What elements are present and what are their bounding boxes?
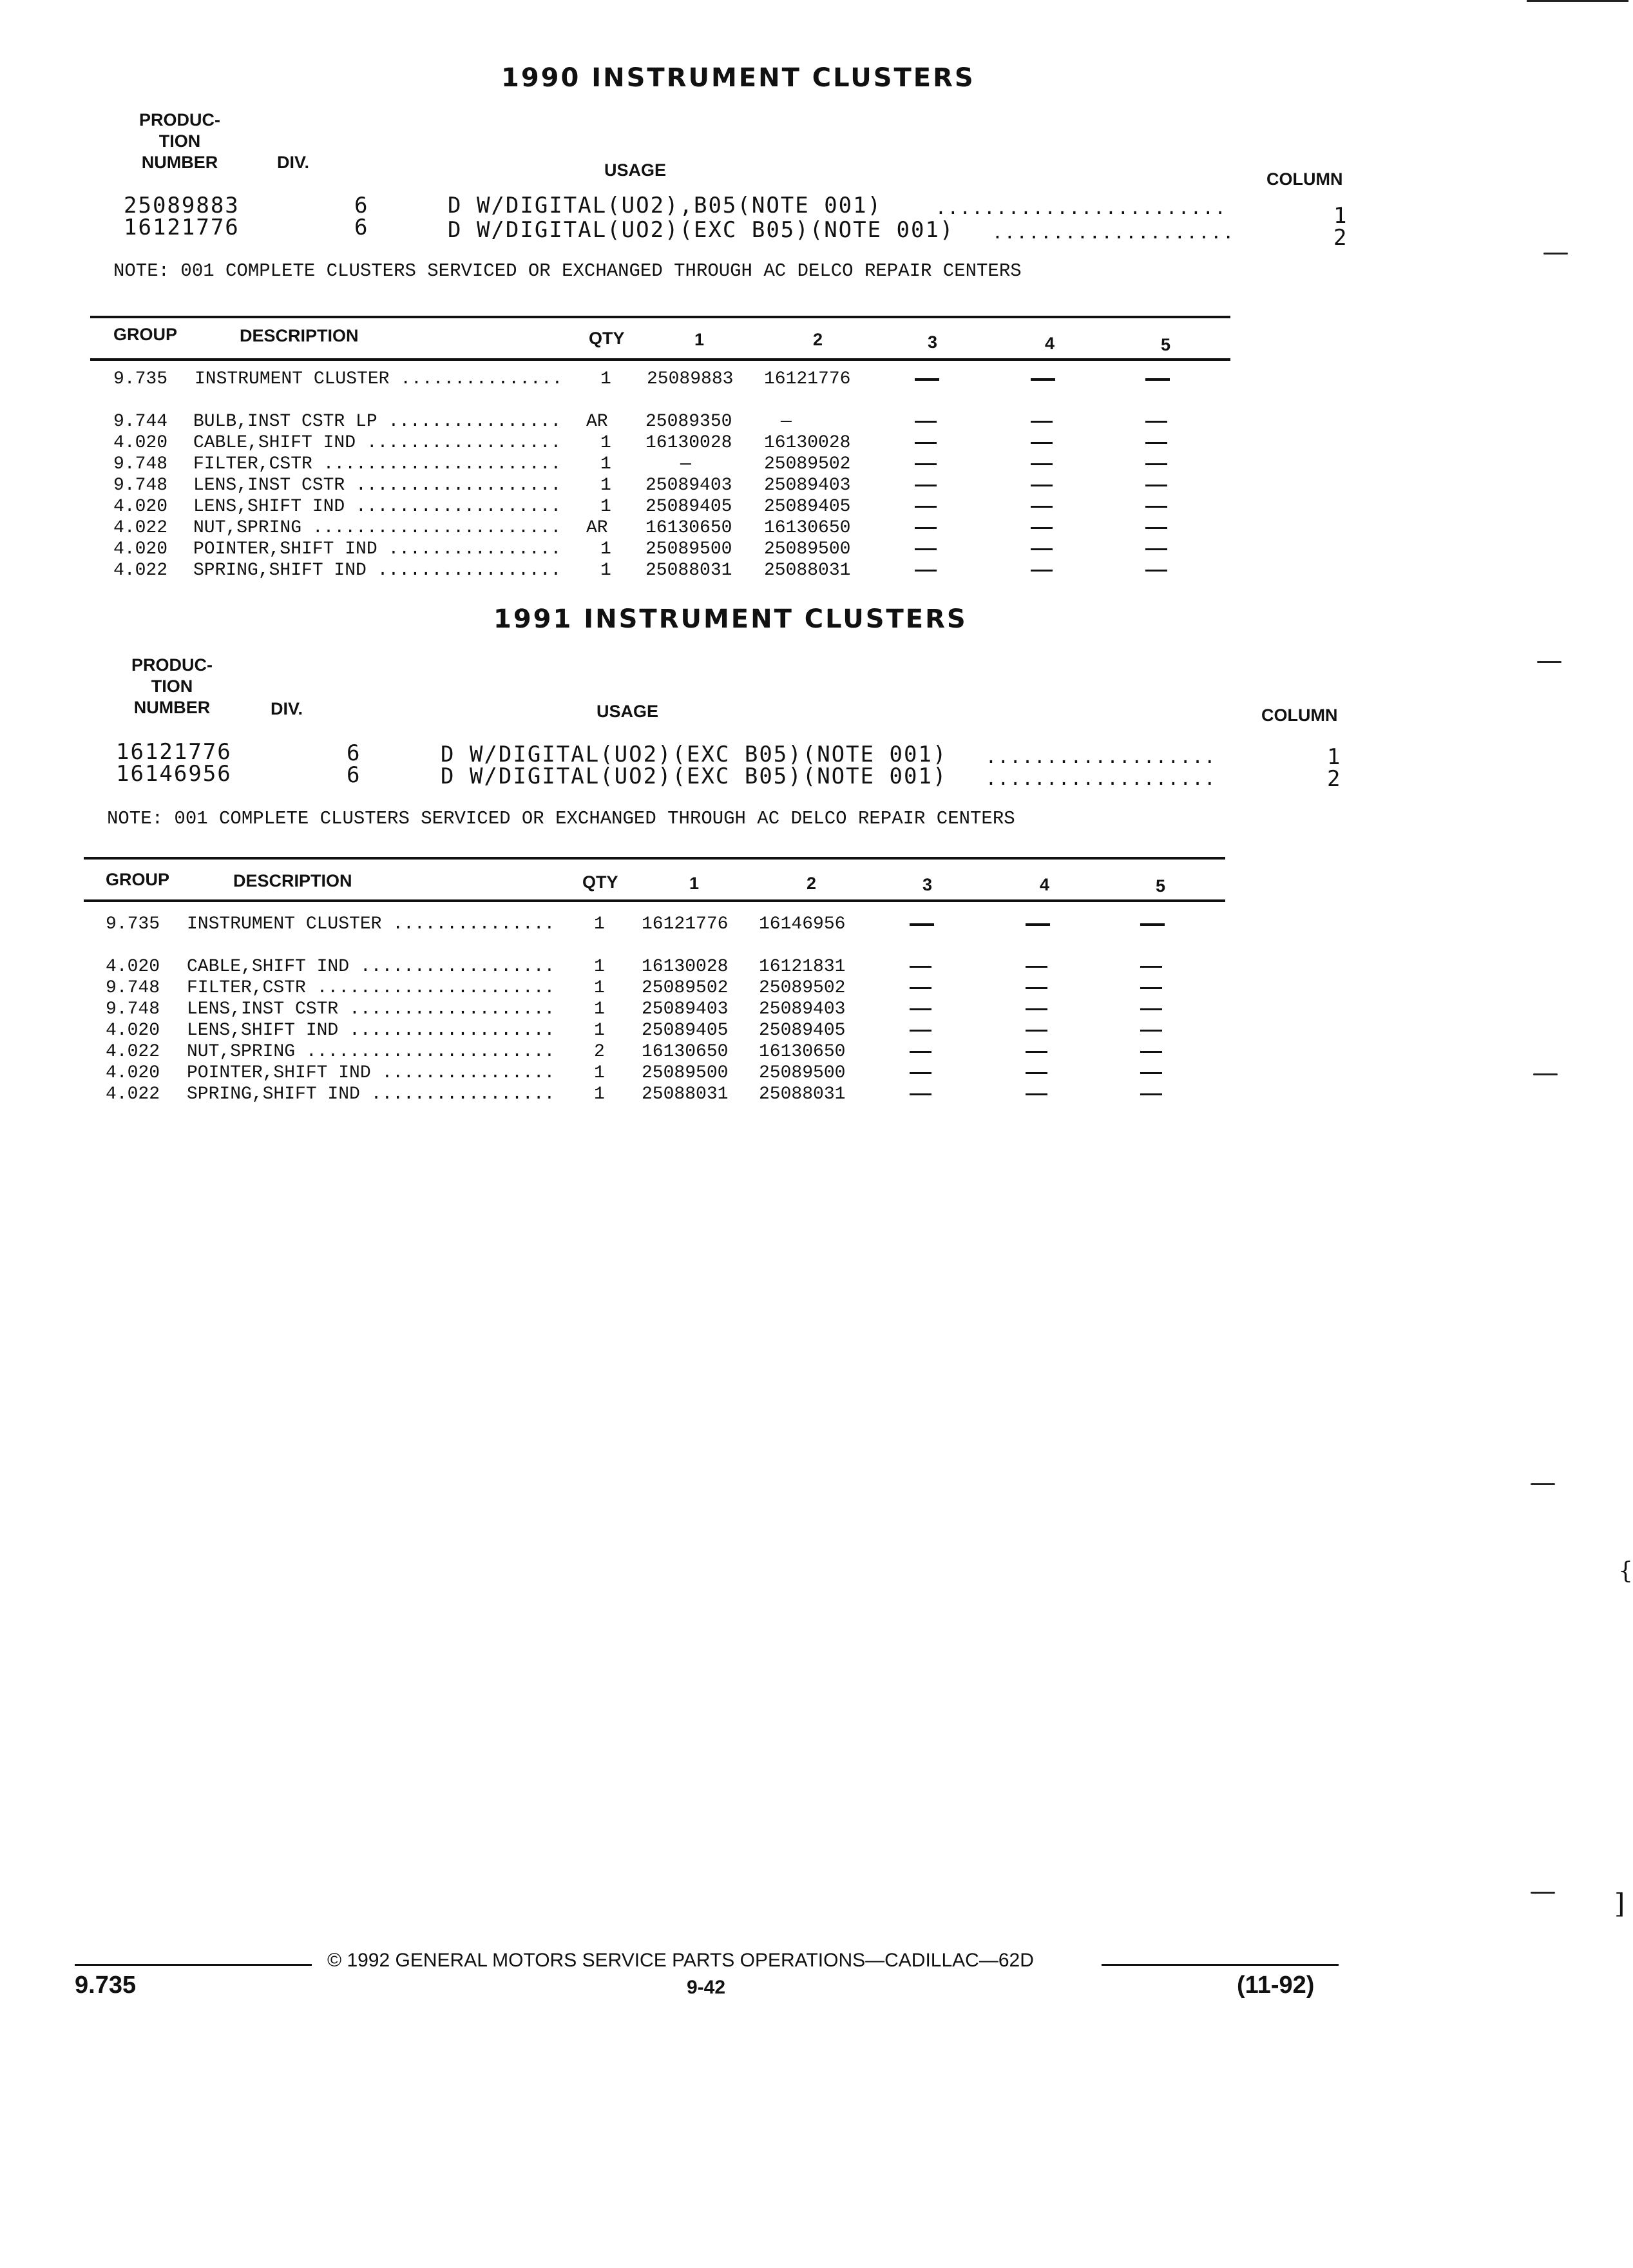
col4-dash [1031, 378, 1055, 381]
margin-tick [1531, 1483, 1555, 1485]
col2-cell: 25089502 [764, 454, 851, 474]
table-row [113, 475, 1234, 496]
table-top-rule [84, 857, 1225, 860]
group-cell: 4.022 [106, 1042, 160, 1062]
usage-leader: ........................ [935, 197, 1227, 218]
col5-dash [1140, 987, 1162, 989]
col3-dash [915, 463, 937, 465]
note: NOTE: 001 COMPLETE CLUSTERS SERVICED OR EXCHANGED THROUGH AC DELCO REPAIR CENTERS [107, 808, 1015, 829]
div-header: DIV. [271, 699, 303, 718]
col1-cell: 25089350 [645, 412, 732, 432]
col2-header: 2 [813, 330, 823, 349]
section-title: 1990 INSTRUMENT CLUSTERS [501, 63, 975, 93]
col4-dash [1031, 548, 1053, 550]
col4-dash [1031, 463, 1053, 465]
table-row [113, 496, 1234, 517]
description-cell: INSTRUMENT CLUSTER ............... [187, 914, 555, 934]
col2-cell: 25089500 [764, 539, 851, 559]
usage-leader: ................... [986, 746, 1217, 767]
col2-cell: 16130650 [764, 518, 851, 538]
usage-leader: .................... [992, 222, 1236, 243]
col3-dash [910, 1008, 931, 1010]
usage-column: 1 [1333, 203, 1348, 229]
qty-cell: 1 [600, 476, 611, 495]
col3-dash [915, 506, 937, 508]
col1-cell: 25089405 [642, 1021, 729, 1041]
col1-cell: 16130650 [645, 518, 732, 538]
qty-cell: 1 [600, 369, 611, 389]
group-header: GROUP [113, 325, 178, 344]
description-cell: FILTER,CSTR ...................... [187, 978, 555, 998]
col5-dash [1140, 1093, 1162, 1095]
col1-cell: 25088031 [645, 561, 732, 581]
qty-cell: 1 [594, 978, 605, 998]
col5-dash [1140, 923, 1165, 926]
table-row [113, 369, 1234, 390]
group-cell: 4.020 [113, 497, 168, 517]
col3-dash [910, 987, 931, 989]
margin-tick [1543, 253, 1568, 255]
usage-column: 2 [1333, 225, 1348, 251]
col5-dash [1140, 1030, 1162, 1032]
col5-header: 5 [1156, 876, 1166, 896]
qty-header: QTY [589, 329, 625, 348]
col5-dash [1140, 1051, 1162, 1053]
qty-cell: AR [586, 518, 608, 538]
description-cell: SPRING,SHIFT IND ................. [187, 1084, 555, 1104]
note: NOTE: 001 COMPLETE CLUSTERS SERVICED OR EXCHANGED THROUGH AC DELCO REPAIR CENTERS [113, 260, 1022, 282]
col5-dash [1145, 548, 1167, 550]
col1-cell: — [680, 454, 691, 474]
footer-rule-left [75, 1964, 312, 1966]
col5-dash [1145, 442, 1167, 444]
col4-dash [1031, 570, 1053, 572]
table-header-rule [84, 899, 1225, 902]
description-cell: LENS,INST CSTR ................... [187, 999, 555, 1019]
description-cell: LENS,SHIFT IND ................... [193, 497, 562, 517]
col3-header: 3 [922, 875, 933, 894]
usage-number: 16146956 [116, 761, 232, 787]
col3-header: 3 [928, 332, 938, 352]
table-header-rule [90, 358, 1230, 361]
div-header: DIV. [277, 153, 310, 172]
group-cell: 9.735 [106, 914, 160, 934]
qty-cell: 1 [600, 561, 611, 581]
table-row [106, 914, 1227, 935]
col2-cell: 25089405 [759, 1021, 846, 1041]
usage-text: D W/DIGITAL(UO2),B05(NOTE 001) [448, 193, 883, 218]
col2-cell: 25089403 [759, 999, 846, 1019]
usage-header: USAGE [604, 160, 667, 180]
parts-list [113, 411, 1234, 581]
col3-dash [915, 527, 937, 529]
usage-number: 16121776 [124, 215, 240, 240]
col5-header: 5 [1161, 335, 1171, 354]
col2-header: 2 [807, 874, 817, 893]
group-cell: 4.022 [106, 1084, 160, 1104]
group-cell: 9.748 [113, 454, 168, 474]
margin-tick [1531, 1892, 1555, 1894]
col3-dash [915, 442, 937, 444]
table-row [106, 956, 1227, 977]
qty-cell: 1 [600, 454, 611, 474]
table-row [113, 411, 1234, 432]
description-cell: INSTRUMENT CLUSTER ............... [195, 369, 563, 389]
col2-cell: 16130650 [759, 1042, 846, 1062]
section-number: 9.735 [75, 1972, 137, 1999]
group-header: GROUP [106, 870, 170, 889]
qty-cell: 1 [594, 957, 605, 977]
qty-cell: 1 [594, 1084, 605, 1104]
usage-div: 6 [347, 762, 361, 788]
parts-list [106, 956, 1227, 1105]
section-title: 1991 INSTRUMENT CLUSTERS [493, 604, 968, 634]
col5-dash [1145, 421, 1167, 423]
group-cell: 9.748 [106, 999, 160, 1019]
col1-cell: 16130028 [645, 433, 732, 453]
production-number-header: PRODUC- TION NUMBER [131, 655, 213, 717]
production-number-header: PRODUC- TION NUMBER [139, 110, 220, 172]
group-cell: 4.020 [113, 433, 168, 453]
col1-cell: 25089403 [645, 476, 732, 495]
usage-leader: ................... [986, 768, 1217, 789]
description-cell: NUT,SPRING ....................... [187, 1042, 555, 1062]
qty-header: QTY [582, 872, 618, 892]
col2-cell: 16146956 [759, 914, 846, 934]
group-cell: 4.020 [106, 957, 160, 977]
qty-cell: 1 [600, 539, 611, 559]
description-cell: POINTER,SHIFT IND ................ [187, 1063, 555, 1083]
qty-cell: 1 [600, 433, 611, 453]
group-cell: 4.020 [106, 1063, 160, 1083]
group-cell: 9.735 [113, 369, 168, 389]
qty-cell: 1 [594, 999, 605, 1019]
group-cell: 4.022 [113, 561, 168, 581]
col1-cell: 25089403 [642, 999, 729, 1019]
table-row [106, 999, 1227, 1020]
col4-dash [1026, 1030, 1047, 1032]
description-cell: LENS,INST CSTR ................... [193, 476, 562, 495]
col4-dash [1026, 1051, 1047, 1053]
col5-dash [1140, 966, 1162, 968]
col4-dash [1026, 1093, 1047, 1095]
col1-header: 1 [694, 330, 705, 349]
col1-cell: 25089405 [645, 497, 732, 517]
qty-cell: 1 [594, 1021, 605, 1041]
description-cell: NUT,SPRING ....................... [193, 518, 562, 538]
table-row [113, 454, 1234, 475]
col4-dash [1026, 987, 1047, 989]
usage-div: 6 [347, 740, 361, 766]
col1-cell: 25089502 [642, 978, 729, 998]
col3-dash [910, 966, 931, 968]
copyright-notice: © 1992 GENERAL MOTORS SERVICE PARTS OPERATIONS—CADILLAC—62D [327, 1950, 1034, 1971]
col5-dash [1140, 1072, 1162, 1074]
group-cell: 4.020 [113, 539, 168, 559]
col4-dash [1026, 966, 1047, 968]
col2-cell: 25089405 [764, 497, 851, 517]
col5-dash [1145, 463, 1167, 465]
col2-cell: 25089500 [759, 1063, 846, 1083]
table-row [106, 1041, 1227, 1062]
col5-dash [1145, 485, 1167, 486]
group-cell: 9.744 [113, 412, 168, 432]
footer-rule-right [1102, 1964, 1339, 1966]
table-row [113, 517, 1234, 539]
description-cell: CABLE,SHIFT IND .................. [193, 433, 562, 453]
col1-cell: 16130028 [642, 957, 729, 977]
margin-tick [1533, 1073, 1558, 1075]
usage-div: 6 [354, 193, 369, 218]
column-header: COLUMN [1266, 169, 1343, 189]
usage-header: USAGE [597, 702, 659, 721]
col3-dash [910, 1030, 931, 1032]
table-top-rule [90, 316, 1230, 318]
col4-dash [1031, 527, 1053, 529]
col1-cell: 25089500 [642, 1063, 729, 1083]
col3-dash [910, 1072, 931, 1074]
col2-cell: 25088031 [764, 561, 851, 581]
col2-cell: — [781, 412, 792, 432]
col4-dash [1031, 421, 1053, 423]
usage-text: D W/DIGITAL(UO2)(EXC B05)(NOTE 001) [441, 742, 948, 767]
description-cell: LENS,SHIFT IND ................... [187, 1021, 555, 1041]
table-row [106, 1062, 1227, 1084]
col1-cell: 25088031 [642, 1084, 729, 1104]
col4-header: 4 [1045, 334, 1055, 353]
qty-cell: 1 [594, 1063, 605, 1083]
description-header: DESCRIPTION [233, 871, 352, 890]
col2-cell: 25088031 [759, 1084, 846, 1104]
col3-dash [910, 1093, 931, 1095]
qty-cell: AR [586, 412, 608, 432]
col5-dash [1145, 570, 1167, 572]
group-cell: 9.748 [106, 978, 160, 998]
revision-date: (11-92) [1237, 1972, 1315, 1999]
col1-cell: 25089883 [647, 369, 734, 389]
col3-dash [910, 923, 934, 926]
table-row [106, 1020, 1227, 1041]
group-cell: 9.748 [113, 476, 168, 495]
qty-cell: 1 [600, 497, 611, 517]
col5-dash [1140, 1008, 1162, 1010]
col3-dash [915, 485, 937, 486]
col3-dash [915, 421, 937, 423]
col4-header: 4 [1040, 875, 1050, 894]
col1-cell: 16130650 [642, 1042, 729, 1062]
usage-div: 6 [354, 215, 369, 240]
col2-cell: 25089403 [764, 476, 851, 495]
col2-cell: 25089502 [759, 978, 846, 998]
table-row [106, 977, 1227, 999]
usage-text: D W/DIGITAL(UO2)(EXC B05)(NOTE 001) [441, 764, 948, 789]
usage-number: 16121776 [116, 739, 232, 765]
col5-dash [1145, 378, 1170, 381]
qty-cell: 2 [594, 1042, 605, 1062]
col3-dash [910, 1051, 931, 1053]
description-cell: FILTER,CSTR ...................... [193, 454, 562, 474]
table-row [113, 560, 1234, 581]
col1-cell: 25089500 [645, 539, 732, 559]
description-cell: CABLE,SHIFT IND .................. [187, 957, 555, 977]
col2-cell: 16121776 [764, 369, 851, 389]
col4-dash [1031, 485, 1053, 486]
table-row [106, 1084, 1227, 1105]
col4-dash [1026, 923, 1050, 926]
usage-column: 2 [1327, 766, 1342, 792]
description-header: DESCRIPTION [240, 326, 359, 345]
col1-cell: 16121776 [642, 914, 729, 934]
col4-dash [1031, 506, 1053, 508]
col5-dash [1145, 527, 1167, 529]
col4-dash [1031, 442, 1053, 444]
col5-dash [1145, 506, 1167, 508]
group-cell: 4.022 [113, 518, 168, 538]
usage-text: D W/DIGITAL(UO2)(EXC B05)(NOTE 001) [448, 217, 955, 243]
usage-number: 25089883 [124, 193, 240, 218]
column-header: COLUMN [1261, 706, 1338, 725]
col1-header: 1 [689, 874, 700, 893]
col3-dash [915, 548, 937, 550]
description-cell: SPRING,SHIFT IND ................. [193, 561, 562, 581]
page-number: 9-42 [687, 1977, 726, 1998]
table-row [113, 432, 1234, 454]
col4-dash [1026, 1008, 1047, 1010]
usage-column: 1 [1327, 744, 1342, 770]
table-row [113, 539, 1234, 560]
col2-cell: 16130028 [764, 433, 851, 453]
description-cell: POINTER,SHIFT IND ................ [193, 539, 562, 559]
margin-bracket-mark: ] [1614, 1888, 1625, 1919]
qty-cell: 1 [594, 914, 605, 934]
top-edge-rule [1527, 0, 1628, 2]
description-cell: BULB,INST CSTR LP ................ [193, 412, 562, 432]
col3-dash [915, 378, 939, 381]
margin-tick [1537, 661, 1561, 663]
group-cell: 4.020 [106, 1021, 160, 1041]
col3-dash [915, 570, 937, 572]
col4-dash [1026, 1072, 1047, 1074]
margin-brace-mark: { [1618, 1558, 1633, 1584]
col2-cell: 16121831 [759, 957, 846, 977]
